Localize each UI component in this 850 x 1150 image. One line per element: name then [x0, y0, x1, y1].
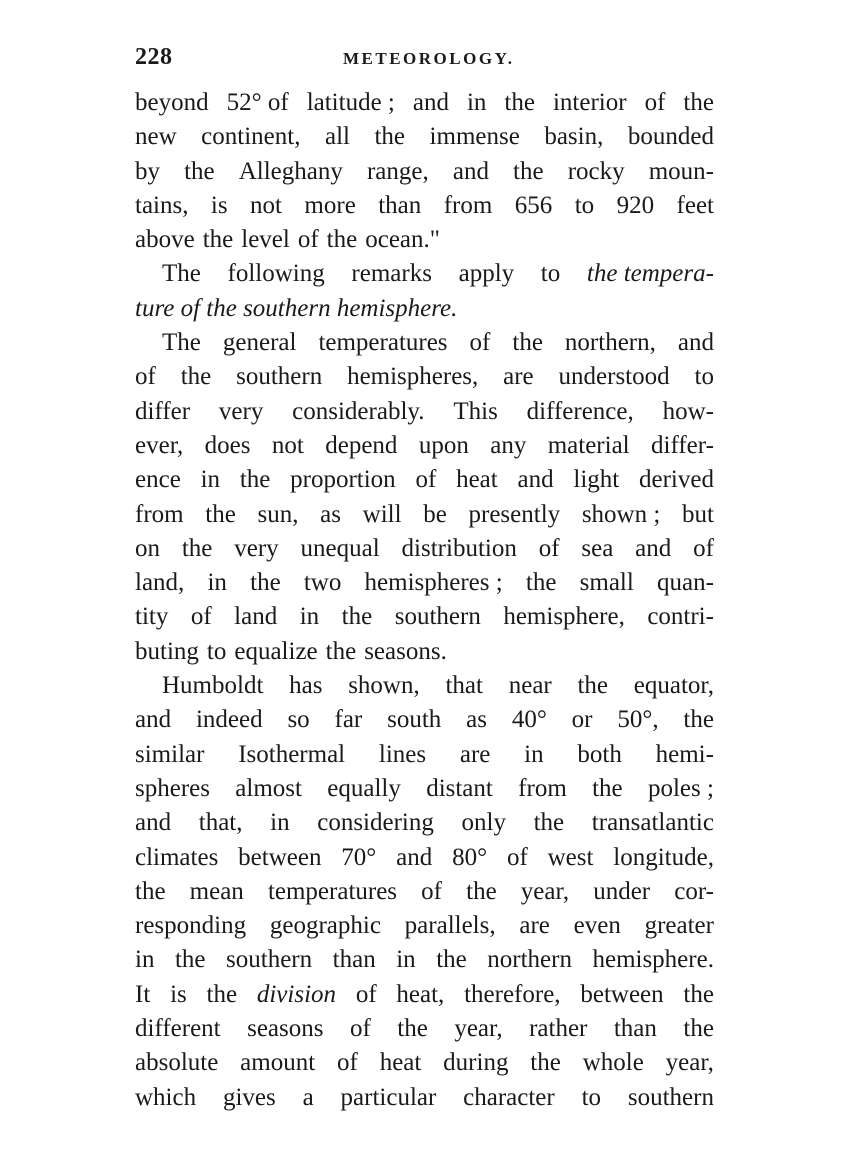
word: 50°,: [617, 706, 659, 734]
word: of: [538, 534, 560, 562]
page-number: 228: [135, 44, 173, 70]
word: the: [180, 363, 212, 391]
word: the: [341, 603, 373, 631]
word: level: [241, 226, 290, 254]
word: hemispheres ;: [364, 569, 503, 597]
text-line: [135, 1081, 714, 1115]
word: tains,: [135, 191, 189, 219]
body-text: [135, 86, 714, 1115]
word: land: [234, 603, 278, 631]
word: the: [683, 89, 714, 116]
text-line: [135, 532, 714, 566]
word: far: [334, 706, 363, 734]
text-line: [135, 189, 714, 223]
word: gives: [222, 1083, 276, 1111]
word: northern: [487, 946, 572, 974]
text-line: [135, 395, 714, 429]
running-head: METEOROLOGY.: [343, 49, 515, 68]
word: the: [174, 946, 206, 974]
word: ence: [135, 466, 181, 494]
word: the: [181, 534, 213, 562]
word: the: [466, 877, 497, 905]
word: the: [683, 1015, 714, 1043]
word: therefore,: [464, 980, 561, 1008]
word: and: [412, 89, 449, 116]
word: of: [693, 534, 714, 562]
word: in: [299, 603, 320, 631]
word: ever,: [135, 431, 184, 459]
word: heat: [379, 1049, 422, 1077]
text-line: [135, 155, 714, 189]
word: so: [287, 706, 310, 734]
word: of: [415, 466, 437, 494]
word: are: [503, 363, 534, 391]
word: very: [218, 397, 264, 425]
word: has: [289, 672, 323, 700]
text-line: [135, 257, 714, 291]
word: presently: [468, 500, 561, 528]
text-line: [135, 978, 714, 1012]
word: range,: [366, 157, 429, 185]
word: 40°: [511, 706, 547, 734]
word: of: [421, 877, 442, 905]
text-line: [135, 120, 714, 154]
word: different: [135, 1015, 221, 1043]
word: division: [256, 980, 337, 1008]
word: distribution: [401, 534, 517, 562]
word: rather: [529, 1015, 588, 1043]
word: immense: [429, 123, 520, 151]
word: differ: [135, 397, 191, 425]
word: tity: [135, 603, 169, 631]
word: Alleghany: [238, 157, 343, 185]
word: derived: [639, 466, 714, 494]
word: cor-: [674, 877, 714, 905]
word: and: [396, 843, 433, 871]
word: amount: [240, 1049, 316, 1077]
word: shown ;: [581, 500, 661, 528]
word: Isothermal: [238, 740, 346, 768]
word: mean: [189, 877, 244, 905]
word: the: [436, 946, 467, 974]
text-line: [135, 292, 714, 326]
word: not: [271, 431, 304, 459]
word: on: [135, 534, 160, 562]
word: equator,: [633, 672, 714, 700]
word: the: [135, 877, 166, 905]
word: the: [577, 672, 609, 700]
word: heat,: [396, 980, 445, 1008]
word: of: [506, 843, 528, 871]
word: the: [325, 637, 357, 665]
word: two: [303, 569, 342, 597]
word: of: [190, 603, 212, 631]
word: The: [162, 260, 201, 288]
word: as: [320, 500, 341, 528]
text-line: [135, 806, 714, 840]
word: light: [573, 466, 620, 494]
word: considering: [317, 809, 434, 837]
word: the: [530, 1049, 561, 1077]
word: of: [469, 329, 491, 357]
text-line: [135, 875, 714, 909]
word: and: [677, 329, 714, 357]
word: material: [547, 431, 630, 459]
text-line: [135, 600, 714, 634]
word: the tempera-: [586, 260, 714, 288]
word: and: [452, 157, 489, 185]
word: the: [504, 89, 535, 116]
word: the: [374, 123, 406, 151]
word: poles ;: [647, 774, 714, 802]
word: under: [593, 877, 651, 905]
word: ture of the southern hemisphere.: [135, 294, 458, 322]
word: year,: [454, 1015, 503, 1043]
word: only: [461, 809, 506, 837]
word: rocky: [567, 157, 625, 185]
word: of: [297, 226, 319, 254]
word: almost: [235, 774, 302, 802]
word: basin,: [544, 123, 604, 151]
text-line: [135, 772, 714, 806]
word: and: [135, 809, 172, 837]
word: between: [580, 980, 664, 1008]
word: hemisphere,: [503, 603, 625, 631]
word: geographic: [269, 912, 381, 940]
word: responding: [135, 912, 247, 940]
word: of: [349, 1015, 371, 1043]
word: than: [332, 946, 376, 974]
text-line: [135, 566, 714, 600]
word: indeed: [195, 706, 263, 734]
word: near: [508, 672, 552, 700]
text-line: [135, 223, 714, 257]
word: will: [362, 500, 402, 528]
word: of: [337, 1049, 358, 1077]
word: shown,: [348, 672, 420, 700]
word: transatlantic: [591, 809, 714, 837]
text-line: [135, 326, 714, 360]
word: even: [573, 912, 621, 940]
text-line: [135, 1046, 714, 1080]
text-line: [135, 463, 714, 497]
word: southern: [394, 603, 481, 631]
word: equalize: [234, 637, 318, 665]
word: depend: [325, 431, 398, 459]
word: in: [524, 740, 544, 768]
word: It: [135, 980, 151, 1008]
word: general: [222, 329, 297, 357]
word: are: [459, 740, 491, 768]
word: the: [202, 226, 234, 254]
word: climates: [135, 843, 219, 871]
word: This: [453, 397, 498, 425]
word: during: [443, 1049, 509, 1077]
word: is: [210, 191, 228, 219]
word: temperatures: [318, 329, 448, 357]
word: is: [170, 980, 187, 1008]
word: in: [270, 809, 290, 837]
word: bounded: [627, 123, 714, 151]
word: the: [525, 569, 557, 597]
word: from: [443, 191, 493, 219]
word: latitude ;: [306, 89, 395, 116]
word: year,: [520, 877, 570, 905]
word: longitude,: [613, 843, 714, 871]
word: the: [533, 809, 565, 837]
word: that,: [198, 809, 243, 837]
word: buting: [135, 637, 199, 665]
word: or: [571, 706, 593, 734]
text-line: [135, 429, 714, 463]
text-line: [135, 738, 714, 772]
word: quan-: [657, 569, 714, 597]
word: in: [135, 946, 155, 974]
word: apply: [458, 260, 515, 288]
word: and: [635, 534, 672, 562]
word: considerably.: [292, 397, 425, 425]
word: seasons.: [364, 637, 447, 665]
word: south: [387, 706, 442, 734]
text-line: [135, 669, 714, 703]
word: absolute: [135, 1049, 219, 1077]
word: greater: [644, 912, 714, 940]
word: feet: [676, 191, 714, 219]
text-line: [135, 943, 714, 977]
word: 920: [616, 191, 655, 219]
word: between: [238, 843, 322, 871]
word: the: [206, 980, 238, 1008]
word: ocean.": [365, 226, 440, 254]
word: to: [540, 260, 561, 288]
word: of: [355, 980, 377, 1008]
word: southern: [627, 1083, 714, 1111]
word: the: [205, 500, 236, 528]
word: proportion: [290, 466, 396, 494]
word: character: [463, 1083, 555, 1111]
word: following: [227, 260, 325, 288]
word: more: [304, 191, 356, 219]
word: and: [135, 706, 172, 734]
word: small: [579, 569, 634, 597]
word: sun,: [257, 500, 299, 528]
word: the: [397, 1015, 428, 1043]
word: new: [135, 123, 177, 151]
word: from: [135, 500, 184, 528]
word: similar: [135, 740, 205, 768]
word: to: [581, 1083, 602, 1111]
word: as: [466, 706, 487, 734]
word: southern: [226, 946, 313, 974]
word: in: [396, 946, 416, 974]
word: the: [683, 980, 714, 1008]
word: than: [613, 1015, 657, 1043]
word: which: [135, 1083, 197, 1111]
word: seasons: [247, 1015, 324, 1043]
word: 70°: [341, 843, 377, 871]
word: remarks: [351, 260, 432, 288]
word: are: [519, 912, 550, 940]
word: any: [490, 431, 527, 459]
word: heat: [456, 466, 498, 494]
word: does: [204, 431, 251, 459]
word: both: [577, 740, 622, 768]
word: 656: [514, 191, 553, 219]
word: to: [206, 637, 227, 665]
word: northern,: [564, 329, 656, 357]
word: year,: [665, 1049, 714, 1077]
word: continent,: [201, 123, 301, 151]
page-header: [135, 44, 715, 74]
word: understood: [558, 363, 670, 391]
text-line: [135, 703, 714, 737]
word: but: [681, 500, 714, 528]
word: interior: [552, 89, 627, 116]
word: temperatures: [267, 877, 398, 905]
word: the: [250, 569, 281, 597]
word: parallels,: [404, 912, 496, 940]
word: the: [184, 157, 215, 185]
word: the: [683, 706, 714, 734]
word: 80°: [452, 843, 488, 871]
word: by: [135, 157, 160, 185]
word: difference,: [526, 397, 634, 425]
text-line: [135, 909, 714, 943]
word: 52° of: [226, 89, 289, 116]
text-line: [135, 635, 714, 669]
word: in: [200, 466, 221, 494]
word: very: [234, 534, 279, 562]
word: Humboldt: [162, 672, 264, 700]
word: unequal: [300, 534, 380, 562]
word: a: [302, 1083, 314, 1111]
word: the: [512, 329, 543, 357]
word: of: [135, 363, 156, 391]
word: hemisphere.: [592, 946, 714, 974]
word: in: [207, 569, 227, 597]
word: whole: [582, 1049, 644, 1077]
word: not: [250, 191, 282, 219]
word: moun-: [648, 157, 714, 185]
word: hemi-: [655, 740, 714, 768]
word: lines: [378, 740, 427, 768]
word: land,: [135, 569, 185, 597]
word: west: [547, 843, 594, 871]
word: to: [694, 363, 714, 391]
word: of: [644, 89, 666, 116]
word: sea: [581, 534, 614, 562]
word: from: [518, 774, 567, 802]
word: equally: [327, 774, 401, 802]
word: hemispheres,: [347, 363, 479, 391]
word: the: [592, 774, 623, 802]
word: particular: [340, 1083, 437, 1111]
word: how-: [662, 397, 714, 425]
word: above: [135, 226, 195, 254]
word: differ-: [651, 431, 714, 459]
text-line: [135, 498, 714, 532]
text-line: [135, 360, 714, 394]
word: beyond: [135, 89, 209, 116]
word: southern: [236, 363, 323, 391]
word: in: [466, 89, 487, 116]
text-line: [135, 86, 714, 120]
word: the: [326, 226, 358, 254]
word: the: [513, 157, 544, 185]
word: contri-: [647, 603, 714, 631]
text-line: [135, 1012, 714, 1046]
word: and: [517, 466, 554, 494]
word: spheres: [135, 774, 210, 802]
word: upon: [418, 431, 469, 459]
word: be: [423, 500, 447, 528]
word: The: [162, 329, 201, 357]
word: the: [239, 466, 271, 494]
word: that: [445, 672, 483, 700]
word: all: [324, 123, 350, 151]
word: distant: [426, 774, 493, 802]
word: to: [574, 191, 595, 219]
word: than: [378, 191, 422, 219]
text-line: [135, 841, 714, 875]
